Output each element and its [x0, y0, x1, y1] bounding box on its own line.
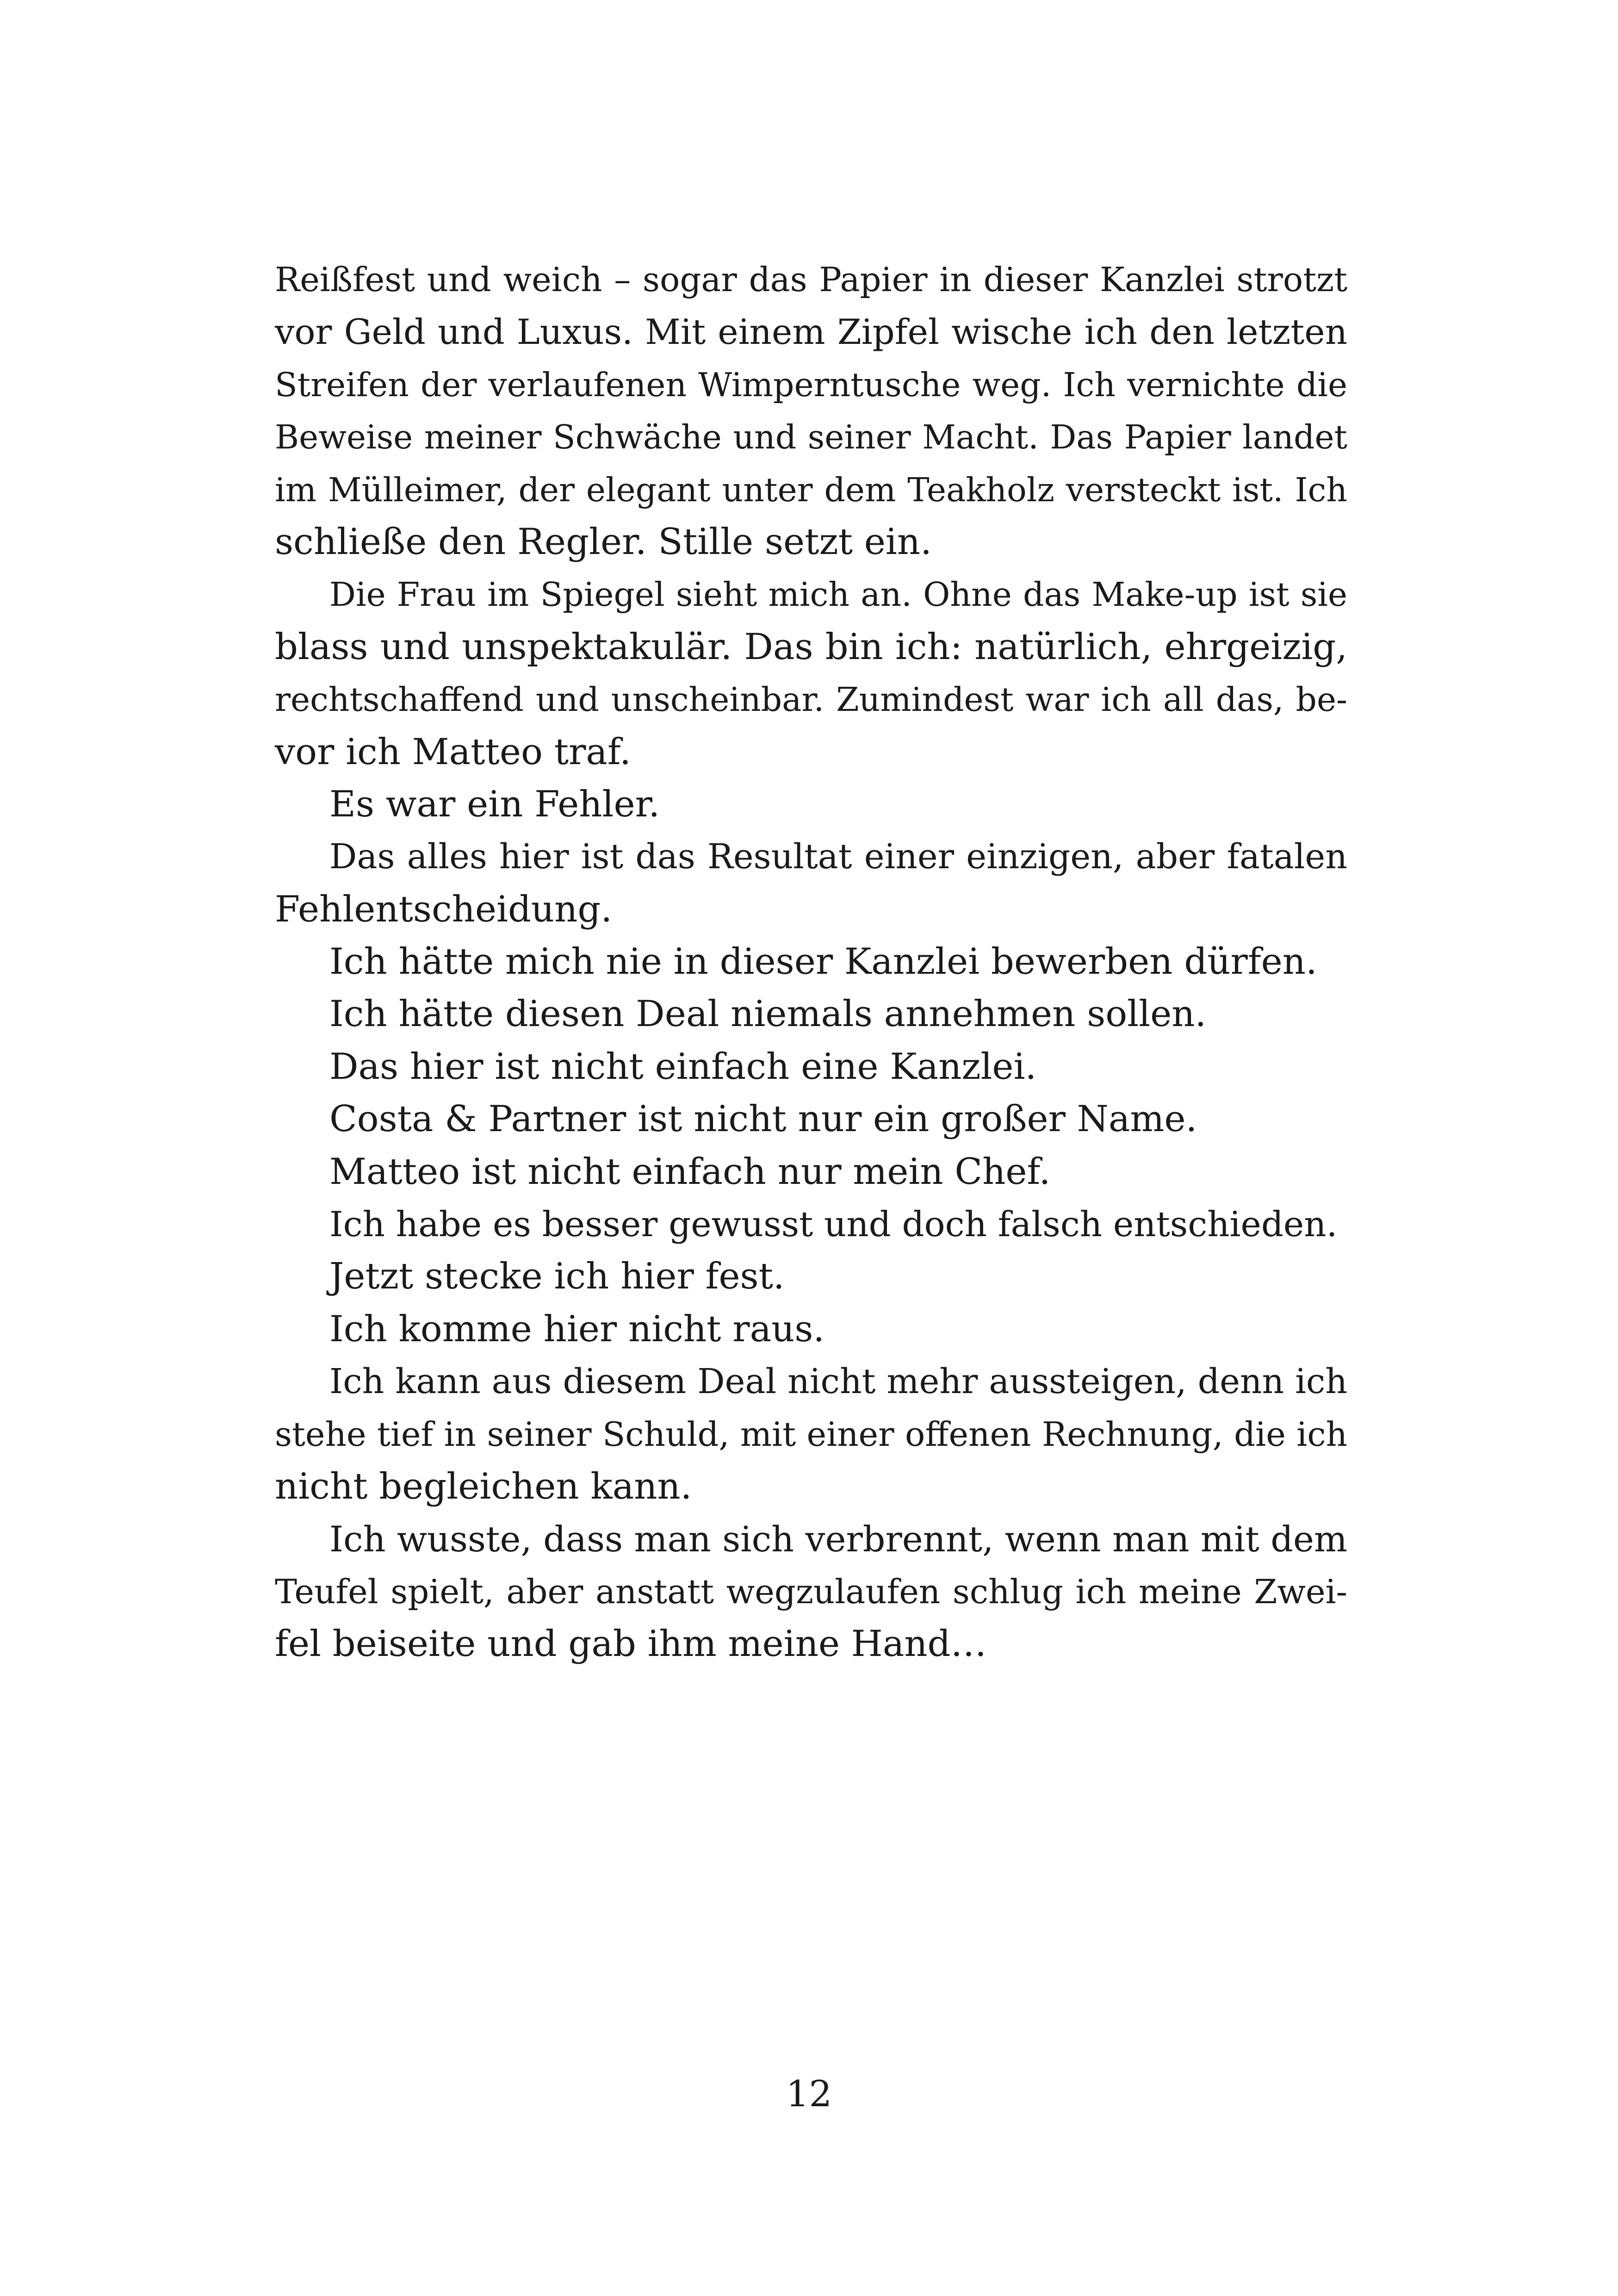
text-line: vor Geld und Luxus. Mit einem Zipfel wische ich den letzten — [275, 311, 1347, 353]
text-line: Streifen der verlaufenen Wimperntusche weg. Ich vernichte die — [275, 365, 1347, 404]
text-line: Ich habe es besser gewusst und doch falsch entschieden. — [329, 1204, 1338, 1245]
body-text — [275, 254, 1347, 1671]
text-line: Die Frau im Spiegel sieht mich an. Ohne das Make-up ist sie — [329, 575, 1347, 614]
text-line: nicht begleichen kann. — [275, 1465, 692, 1507]
text-line: Das hier ist nicht einfach eine Kanzlei. — [329, 1045, 1037, 1088]
text-line: fel beiseite und gab ihm meine Hand… — [275, 1623, 987, 1665]
text-line: Beweise meiner Schwäche und seiner Macht. Das Papier landet — [275, 418, 1347, 457]
text-line: Teufel spielt, aber anstatt wegzulaufen schlug ich meine Zwei- — [275, 1572, 1347, 1611]
text-line: Ich kann aus diesem Deal nicht mehr aussteigen, denn ich — [329, 1362, 1347, 1402]
text-line: blass und unspektakulär. Das bin ich: natürlich, ehrgeizig, — [275, 626, 1347, 668]
text-line: Ich hätte mich nie in dieser Kanzlei bewerben dürfen. — [329, 941, 1317, 983]
page-number: 12 — [786, 2073, 832, 2115]
text-line: Costa & Partner ist nicht nur ein großer Name. — [329, 1098, 1197, 1140]
text-line: stehe tief in seiner Schuld, mit einer offenen Rechnung, die ich — [275, 1414, 1347, 1454]
text-line: rechtschaffend und unscheinbar. Zumindest war ich all das, be- — [275, 680, 1347, 719]
text-line: Ich komme hier nicht raus. — [329, 1308, 825, 1350]
text-line: Reißfest und weich – sogar das Papier in dieser Kanzlei strotzt — [275, 260, 1347, 299]
text-line: Das alles hier ist das Resultat einer einzigen, aber fatalen — [329, 837, 1347, 877]
text-line: Es war ein Fehler. — [329, 783, 660, 825]
text-line: Jetzt stecke ich hier fest. — [329, 1256, 785, 1298]
text-line: Matteo ist nicht einfach nur mein Chef. — [329, 1151, 1051, 1193]
text-line: vor ich Matteo traf. — [275, 731, 631, 773]
text-line: schließe den Regler. Stille setzt ein. — [275, 521, 932, 563]
text-line: Ich wusste, dass man sich verbrennt, wenn man mit dem — [329, 1518, 1347, 1560]
text-line: im Mülleimer, der elegant unter dem Teakholz versteckt ist. Ich — [275, 470, 1347, 509]
text-line: Fehlentscheidung. — [275, 888, 613, 930]
text-line: Ich hätte diesen Deal niemals annehmen sollen. — [329, 993, 1207, 1035]
